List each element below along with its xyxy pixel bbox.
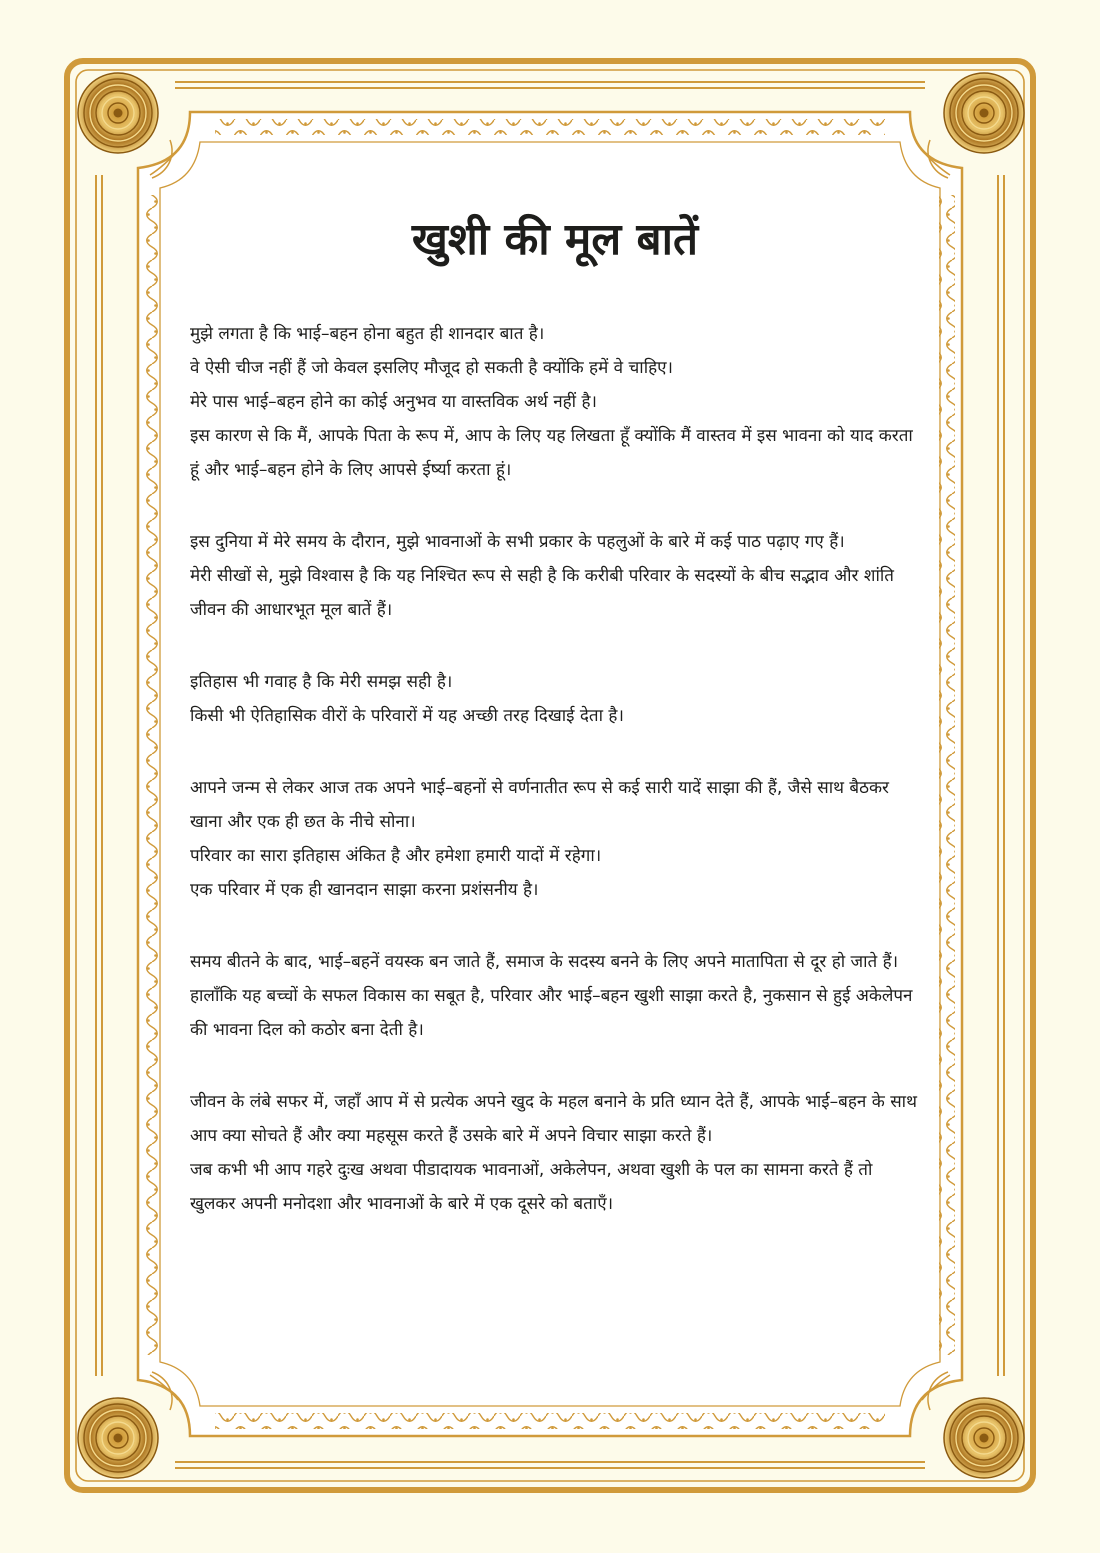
corner-medallion-bottom-right: [944, 1398, 1024, 1478]
text-line: आपने जन्म से लेकर आज तक अपने भाई–बहनों से वर्णनातीत रूप से कई सारी यादें साझा की हैं, जैसे साथ बैठकर खाना और एक ही छत के नीचे सोना।: [190, 778, 889, 832]
paragraph: [190, 1085, 920, 1221]
text-line: मेरी सीखों से, मुझे विश्वास है कि यह निश्चित रूप से सही है कि करीबी परिवार के सदस्यों के बीच सद्भाव और शांति जीवन की आधारभूत मूल बातें हैं।: [190, 566, 894, 620]
paragraph: [190, 771, 920, 907]
text-line: समय बीतने के बाद, भाई–बहनें वयस्क बन जाते हैं, समाज के सदस्य बनने के लिए अपने मातापिता से दूर हो जाते हैं।: [190, 952, 899, 972]
text-line: हालाँकि यह बच्चों के सफल विकास का सबूत है, परिवार और भाई–बहन खुशी साझा करते है, नुकसान से हुई अकेलेपन की भावना दिल को कठोर बना देती है।: [190, 986, 913, 1040]
paragraph: [190, 525, 920, 627]
text-line: इतिहास भी गवाह है कि मेरी समझ सही है।: [190, 672, 453, 692]
text-line: वे ऐसी चीज नहीं हैं जो केवल इसलिए मौजूद हो सकती है क्योंकि हमें वे चाहिए।: [190, 358, 673, 378]
text-line: जब कभी भी आप गहरे दुःख अथवा पीडादायक भावनाओं, अकेलेपन, अथवा खुशी के पल का सामना करते हैं तो खुलकर अपनी मनोदशा और भावनाओं के बारे में एक दूसरे को बताएँ।: [190, 1160, 873, 1214]
text-line: इस दुनिया में मेरे समय के दौरान, मुझे भावनाओं के सभी प्रकार के पहलुओं के बारे में कई पाठ पढ़ाए गए हैं।: [190, 532, 845, 552]
paragraph: [190, 665, 920, 733]
text-line: मेरे पास भाई–बहन होने का कोई अनुभव या वास्तविक अर्थ नहीं है।: [190, 392, 597, 412]
page-title: खुशी की मूल बातें: [411, 214, 699, 265]
corner-medallion-bottom-left: [78, 1398, 158, 1478]
corner-medallion-top-left: [78, 73, 158, 153]
text-line: मुझे लगता है कि भाई–बहन होना बहुत ही शानदार बात है।: [190, 324, 545, 344]
text-line: किसी भी ऐतिहासिक वीरों के परिवारों में यह अच्छी तरह दिखाई देता है।: [190, 706, 624, 726]
text-line: जीवन के लंबे सफर में, जहाँ आप में से प्रत्येक अपने खुद के महल बनाने के प्रति ध्यान देते हैं, आपके भाई–बहन के साथ आप क्या सोचते हैं और क्या महसूस करते हैं उसके बारे में अपने विचार साझा करते हैं।: [190, 1092, 917, 1146]
text-line: इस कारण से कि मैं, आपके पिता के रूप में, आप के लिए यह लिखता हूँ क्योंकि मैं वास्तव में इस भावना को याद करता हूं और भाई–बहन होने के लिए आपसे ईर्ष्या करता हूं।: [190, 426, 913, 480]
document-body: [190, 205, 920, 1259]
paragraph: [190, 945, 920, 1047]
text-line: परिवार का सारा इतिहास अंकित है और हमेशा हमारी यादों में रहेगा।: [190, 846, 602, 866]
paragraph: [190, 317, 920, 487]
text-line: एक परिवार में एक ही खानदान साझा करना प्रशंसनीय है।: [190, 880, 539, 900]
corner-medallion-top-right: [944, 73, 1024, 153]
paragraph-list: [190, 317, 920, 1221]
